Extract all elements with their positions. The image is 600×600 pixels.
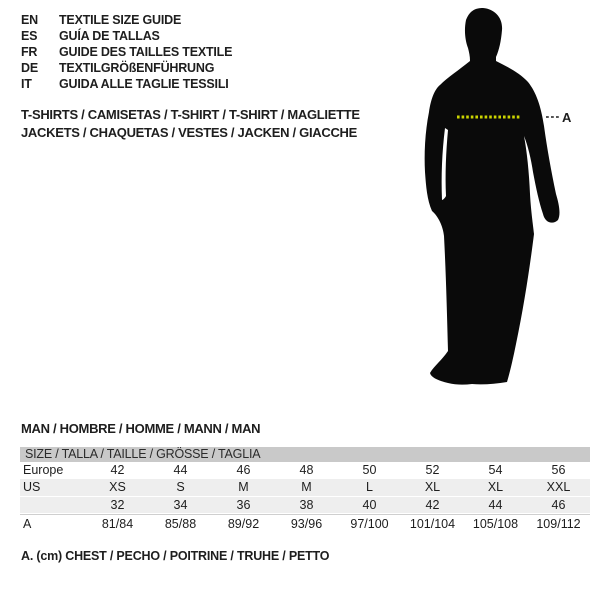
man-silhouette-figure <box>412 4 578 386</box>
row-label: Europe <box>23 463 64 477</box>
table-cell: 40 <box>362 498 377 512</box>
table-cell: 48 <box>299 463 314 477</box>
table-cell: 34 <box>173 498 188 512</box>
section-title-man: MAN / HOMBRE / HOMME / MANN / MAN <box>21 421 261 436</box>
table-cell: XS <box>109 480 126 494</box>
table-row-europe <box>20 462 590 479</box>
table-cell: L <box>366 480 373 494</box>
measurement-footnote: A. (cm) CHEST / PECHO / POITRINE / TRUHE / PETTO <box>21 549 330 563</box>
table-cell: 89/92 <box>227 517 260 531</box>
table-cell: M <box>301 480 312 494</box>
garment-categories <box>21 106 360 142</box>
table-cell: 42 <box>425 498 440 512</box>
guide-title: TEXTILE SIZE GUIDE <box>59 13 182 27</box>
measurement-label-a: A <box>562 110 572 125</box>
table-cell: 52 <box>425 463 440 477</box>
category-tshirts: T-SHIRTS / CAMISETAS / T-SHIRT / T-SHIRT / MAGLIETTE <box>21 107 360 122</box>
size-table-header: SIZE / TALLA / TAILLE / GRÖSSE / TAGLIA <box>20 447 590 462</box>
list-item <box>21 12 232 28</box>
table-cell: 36 <box>236 498 251 512</box>
list-item <box>21 28 232 44</box>
list-item <box>21 44 232 60</box>
guide-title: TEXTILGRÖßENFÜHRUNG <box>59 61 215 75</box>
table-cell: XL <box>487 480 504 494</box>
table-cell: 50 <box>362 463 377 477</box>
table-cell: 85/88 <box>164 517 197 531</box>
guide-title: GUIDE DES TAILLES TEXTILE <box>59 45 233 59</box>
table-cell: 32 <box>110 498 125 512</box>
table-cell: 101/104 <box>409 517 456 531</box>
table-row-us <box>20 479 590 496</box>
guide-title: GUIDA ALLE TAGLIE TESSILI <box>59 77 229 91</box>
table-cell: 44 <box>173 463 188 477</box>
guide-title: GUÍA DE TALLAS <box>59 29 160 43</box>
table-cell: 42 <box>110 463 125 477</box>
row-label: A <box>23 517 32 531</box>
table-row-chest <box>20 514 590 533</box>
language-code: FR <box>21 45 38 59</box>
table-cell: M <box>238 480 249 494</box>
table-cell: 44 <box>488 498 503 512</box>
table-cell: 56 <box>551 463 566 477</box>
table-cell: 46 <box>236 463 251 477</box>
table-cell: XXL <box>546 480 571 494</box>
table-cell: 105/108 <box>472 517 519 531</box>
language-guide-list <box>21 12 232 92</box>
row-label <box>20 497 86 513</box>
language-code: IT <box>21 77 32 91</box>
size-table <box>20 447 590 533</box>
language-code: DE <box>21 61 38 75</box>
table-cell: 46 <box>551 498 566 512</box>
category-jackets: JACKETS / CHAQUETAS / VESTES / JACKEN / GIACCHE <box>21 125 357 140</box>
table-cell: S <box>176 480 185 494</box>
table-cell: XL <box>424 480 441 494</box>
table-cell: 54 <box>488 463 503 477</box>
table-row-us-numeric <box>20 496 590 513</box>
table-cell: 38 <box>299 498 314 512</box>
table-cell: 81/84 <box>101 517 134 531</box>
language-code: EN <box>21 13 38 27</box>
table-cell: 93/96 <box>290 517 323 531</box>
row-label: US <box>23 480 41 494</box>
language-code: ES <box>21 29 38 43</box>
table-cell: 97/100 <box>350 517 389 531</box>
list-item <box>21 60 232 76</box>
table-cell: 109/112 <box>536 517 581 531</box>
man-silhouette-icon <box>412 4 578 386</box>
list-item <box>21 76 232 92</box>
